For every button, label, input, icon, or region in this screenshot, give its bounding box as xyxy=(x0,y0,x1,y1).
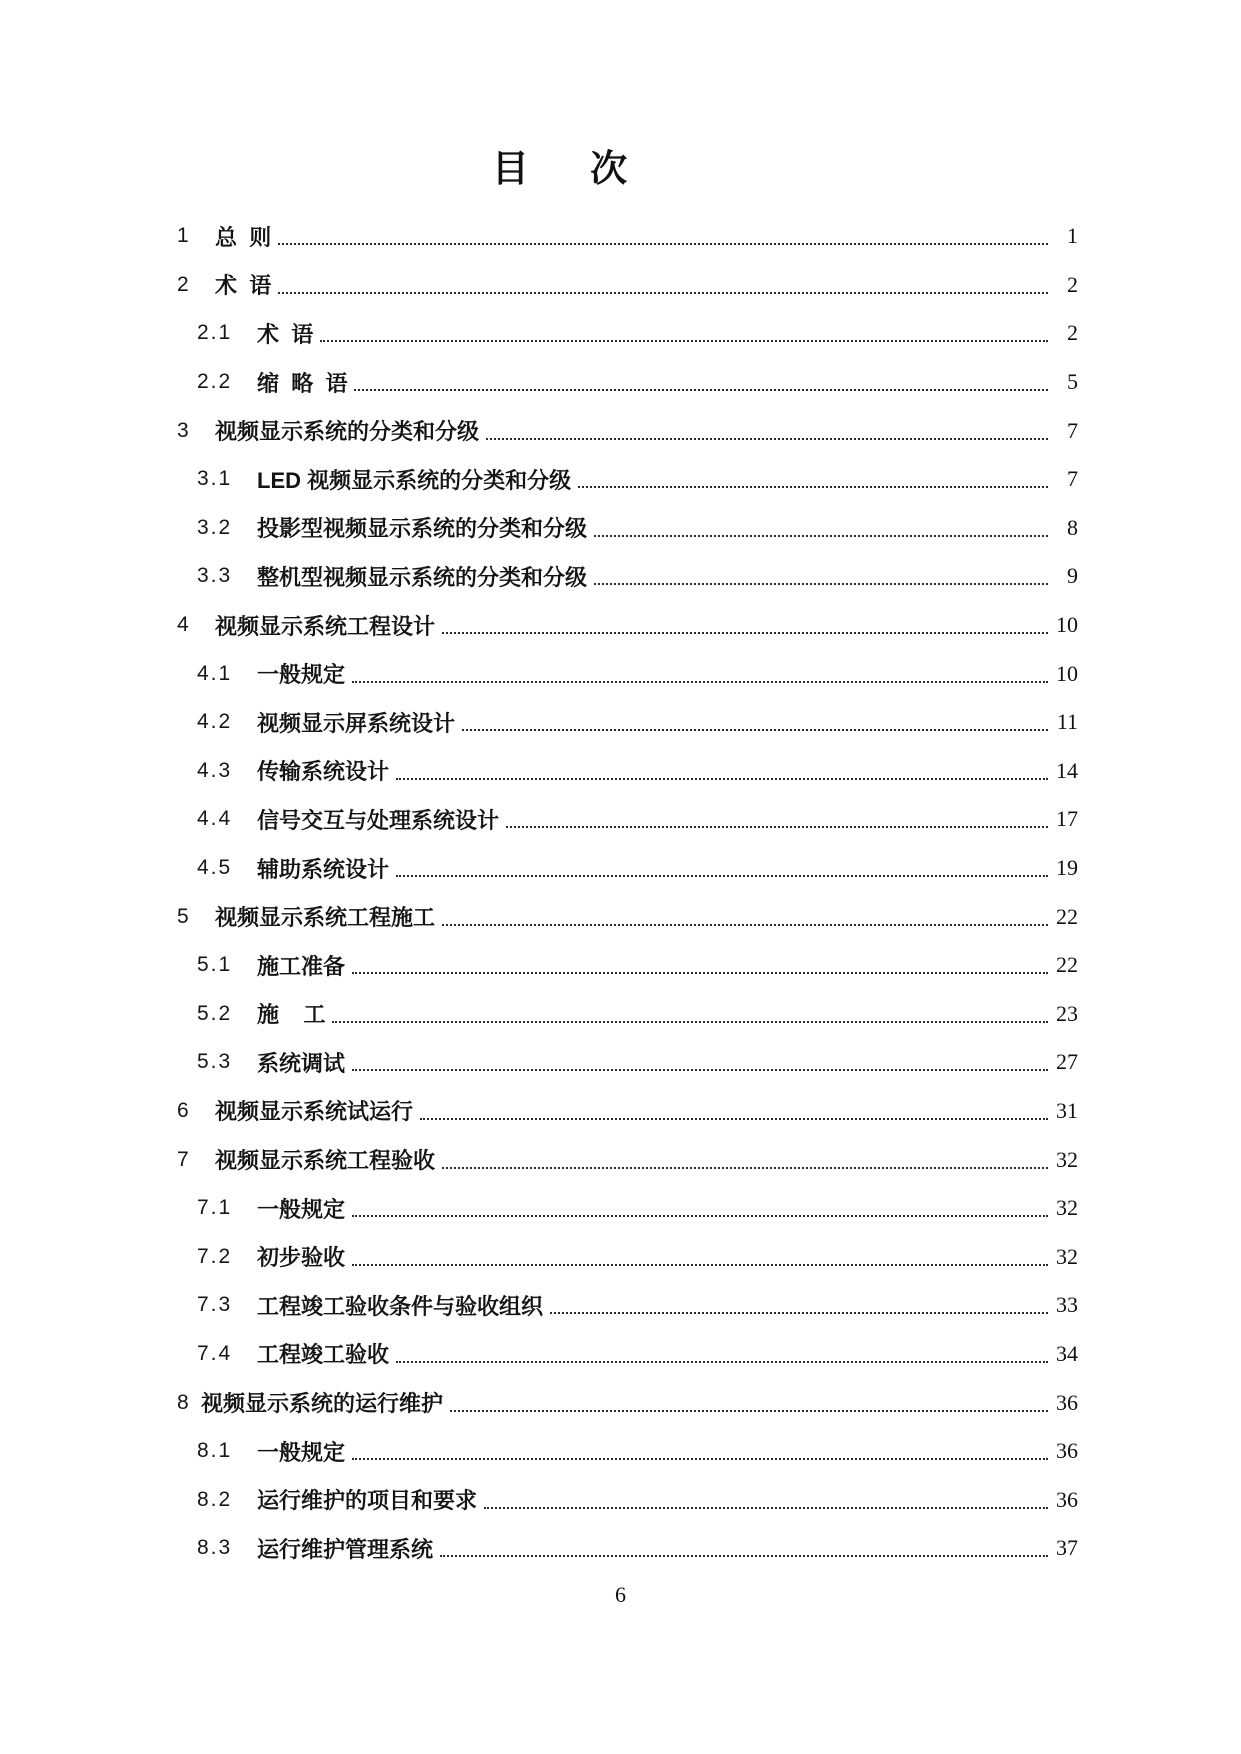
entry-number: 7.1 xyxy=(197,1196,233,1220)
entry-page-number: 31 xyxy=(1056,1097,1078,1123)
toc-entry xyxy=(163,212,1078,261)
entry-title: 一般规定 xyxy=(257,1439,346,1465)
entry-number: 8.1 xyxy=(197,1439,233,1463)
toc-entry xyxy=(163,1524,1078,1573)
entry-title: 初步验收 xyxy=(257,1245,346,1271)
dot-leader xyxy=(442,632,1048,634)
entry-title: 工程竣工验收 xyxy=(257,1342,390,1368)
entry-number: 8 xyxy=(177,1390,191,1414)
entry-number: 4.3 xyxy=(197,758,233,782)
dot-leader xyxy=(396,1361,1048,1363)
entry-page-number: 23 xyxy=(1056,1000,1078,1026)
entry-title: 术 语 xyxy=(257,321,314,347)
entry-title: 传输系统设计 xyxy=(257,759,390,785)
dot-leader xyxy=(396,875,1048,877)
toc-entry xyxy=(163,649,1078,698)
toc-entry xyxy=(163,309,1078,358)
entry-page-number: 8 xyxy=(1067,514,1078,540)
toc-entry xyxy=(163,358,1078,407)
toc-entry xyxy=(163,747,1078,796)
entry-title: 投影型视频显示系统的分类和分级 xyxy=(257,516,588,542)
entry-number: 4 xyxy=(177,613,191,637)
entry-title: 信号交互与处理系统设计 xyxy=(257,807,500,833)
toc-entry xyxy=(163,455,1078,504)
dot-leader xyxy=(594,535,1048,537)
entry-title: 视频显示系统工程设计 xyxy=(215,613,436,639)
toc-entry xyxy=(163,941,1078,990)
dot-leader xyxy=(420,1118,1048,1120)
entry-page-number: 14 xyxy=(1056,757,1078,783)
entry-title: 施工准备 xyxy=(257,953,346,979)
entry-title: 整机型视频显示系统的分类和分级 xyxy=(257,564,588,590)
dot-leader xyxy=(278,292,1048,294)
dot-leader xyxy=(332,1021,1048,1023)
entry-page-number: 27 xyxy=(1056,1049,1078,1075)
toc-entry xyxy=(163,1135,1078,1184)
entry-page-number: 7 xyxy=(1067,466,1078,492)
entry-title: 总 则 xyxy=(215,224,272,250)
entry-title: 系统调试 xyxy=(257,1050,346,1076)
entry-title: 视频显示系统工程验收 xyxy=(215,1148,436,1174)
dot-leader xyxy=(550,1312,1048,1314)
toc-entry xyxy=(163,1038,1078,1087)
entry-title: LED 视频显示系统的分类和分级 xyxy=(257,467,572,493)
entry-number: 4.4 xyxy=(197,807,233,831)
dot-leader xyxy=(506,826,1048,828)
entry-number: 6 xyxy=(177,1098,191,1122)
dot-leader xyxy=(278,243,1048,245)
entry-title: 运行维护的项目和要求 xyxy=(257,1488,478,1514)
entry-page-number: 9 xyxy=(1067,563,1078,589)
entry-page-number: 7 xyxy=(1067,417,1078,443)
entry-page-number: 5 xyxy=(1067,369,1078,395)
entry-title: 视频显示系统工程施工 xyxy=(215,905,436,931)
entry-page-number: 22 xyxy=(1056,952,1078,978)
entry-number: 3.2 xyxy=(197,515,233,539)
dot-leader xyxy=(352,1215,1048,1217)
toc-entry xyxy=(163,601,1078,650)
entry-page-number: 1 xyxy=(1067,223,1078,249)
toc-entry xyxy=(163,406,1078,455)
dot-leader xyxy=(440,1555,1048,1557)
entry-title: 一般规定 xyxy=(257,1196,346,1222)
dot-leader xyxy=(320,340,1048,342)
entry-title: 视频显示屏系统设计 xyxy=(257,710,456,736)
entry-page-number: 33 xyxy=(1056,1292,1078,1318)
entry-page-number: 36 xyxy=(1056,1486,1078,1512)
entry-title: 运行维护管理系统 xyxy=(257,1536,434,1562)
dot-leader xyxy=(450,1410,1048,1412)
entry-page-number: 32 xyxy=(1056,1195,1078,1221)
entry-page-number: 37 xyxy=(1056,1535,1078,1561)
entry-number: 2.1 xyxy=(197,321,233,345)
entry-number: 4.5 xyxy=(197,856,233,880)
entry-page-number: 2 xyxy=(1067,271,1078,297)
dot-leader xyxy=(354,389,1048,391)
toc-entry xyxy=(163,795,1078,844)
toc-entry xyxy=(163,1378,1078,1427)
entry-title: 辅助系统设计 xyxy=(257,856,390,882)
entry-number: 3.3 xyxy=(197,564,233,588)
entry-title: 视频显示系统试运行 xyxy=(215,1099,414,1125)
entry-number: 7.2 xyxy=(197,1244,233,1268)
dot-leader xyxy=(352,972,1048,974)
toc-entry xyxy=(163,1281,1078,1330)
entry-number: 7.3 xyxy=(197,1293,233,1317)
entry-page-number: 36 xyxy=(1056,1438,1078,1464)
entry-number: 5 xyxy=(177,904,191,928)
entry-page-number: 22 xyxy=(1056,903,1078,929)
entry-number: 1 xyxy=(177,224,191,248)
entry-title: 施 工 xyxy=(257,1002,326,1028)
toc-entry xyxy=(163,261,1078,310)
toc-entry xyxy=(163,1475,1078,1524)
toc-entry xyxy=(163,1232,1078,1281)
toc-entry xyxy=(163,1184,1078,1233)
entry-page-number: 10 xyxy=(1056,660,1078,686)
toc-entry xyxy=(163,844,1078,893)
entry-number: 3.1 xyxy=(197,467,233,491)
dot-leader xyxy=(594,583,1048,585)
dot-leader xyxy=(442,924,1048,926)
entry-page-number: 36 xyxy=(1056,1389,1078,1415)
entry-page-number: 32 xyxy=(1056,1243,1078,1269)
dot-leader xyxy=(352,1264,1048,1266)
entry-number: 8.2 xyxy=(197,1487,233,1511)
dot-leader xyxy=(352,1069,1048,1071)
toc-entry xyxy=(163,504,1078,553)
entry-number: 2 xyxy=(177,272,191,296)
entry-number: 7 xyxy=(177,1147,191,1171)
dot-leader xyxy=(462,729,1048,731)
entry-number: 4.1 xyxy=(197,661,233,685)
entry-page-number: 34 xyxy=(1056,1340,1078,1366)
entry-title: 视频显示系统的运行维护 xyxy=(201,1391,444,1417)
entry-title: 一般规定 xyxy=(257,662,346,688)
entry-number: 7.4 xyxy=(197,1341,233,1365)
dot-leader xyxy=(352,1458,1048,1460)
dot-leader xyxy=(578,486,1048,488)
dot-leader xyxy=(486,438,1048,440)
dot-leader xyxy=(396,778,1048,780)
entry-number: 5.1 xyxy=(197,953,233,977)
toc-entry xyxy=(163,1330,1078,1379)
table-of-contents xyxy=(163,212,1078,1573)
toc-entry xyxy=(163,990,1078,1039)
entry-title: 工程竣工验收条件与验收组织 xyxy=(257,1293,544,1319)
toc-entry xyxy=(163,698,1078,747)
entry-title: 术 语 xyxy=(215,273,272,299)
page-title: 目 次 xyxy=(491,149,630,190)
dot-leader xyxy=(352,681,1048,683)
footer-page-number: 6 xyxy=(615,1582,626,1607)
entry-number: 5.2 xyxy=(197,1001,233,1025)
entry-title: 缩 略 语 xyxy=(257,370,348,396)
entry-number: 5.3 xyxy=(197,1050,233,1074)
entry-number: 3 xyxy=(177,418,191,442)
dot-leader xyxy=(484,1507,1048,1509)
entry-page-number: 32 xyxy=(1056,1146,1078,1172)
entry-page-number: 2 xyxy=(1067,320,1078,346)
entry-number: 4.2 xyxy=(197,710,233,734)
entry-page-number: 19 xyxy=(1056,855,1078,881)
toc-entry xyxy=(163,1427,1078,1476)
toc-entry xyxy=(163,552,1078,601)
toc-entry xyxy=(163,892,1078,941)
entry-title: 视频显示系统的分类和分级 xyxy=(215,419,480,445)
dot-leader xyxy=(442,1167,1048,1169)
entry-page-number: 11 xyxy=(1056,709,1078,735)
entry-number: 8.3 xyxy=(197,1536,233,1560)
entry-page-number: 17 xyxy=(1056,806,1078,832)
toc-entry xyxy=(163,1087,1078,1136)
entry-number: 2.2 xyxy=(197,370,233,394)
entry-page-number: 10 xyxy=(1056,612,1078,638)
